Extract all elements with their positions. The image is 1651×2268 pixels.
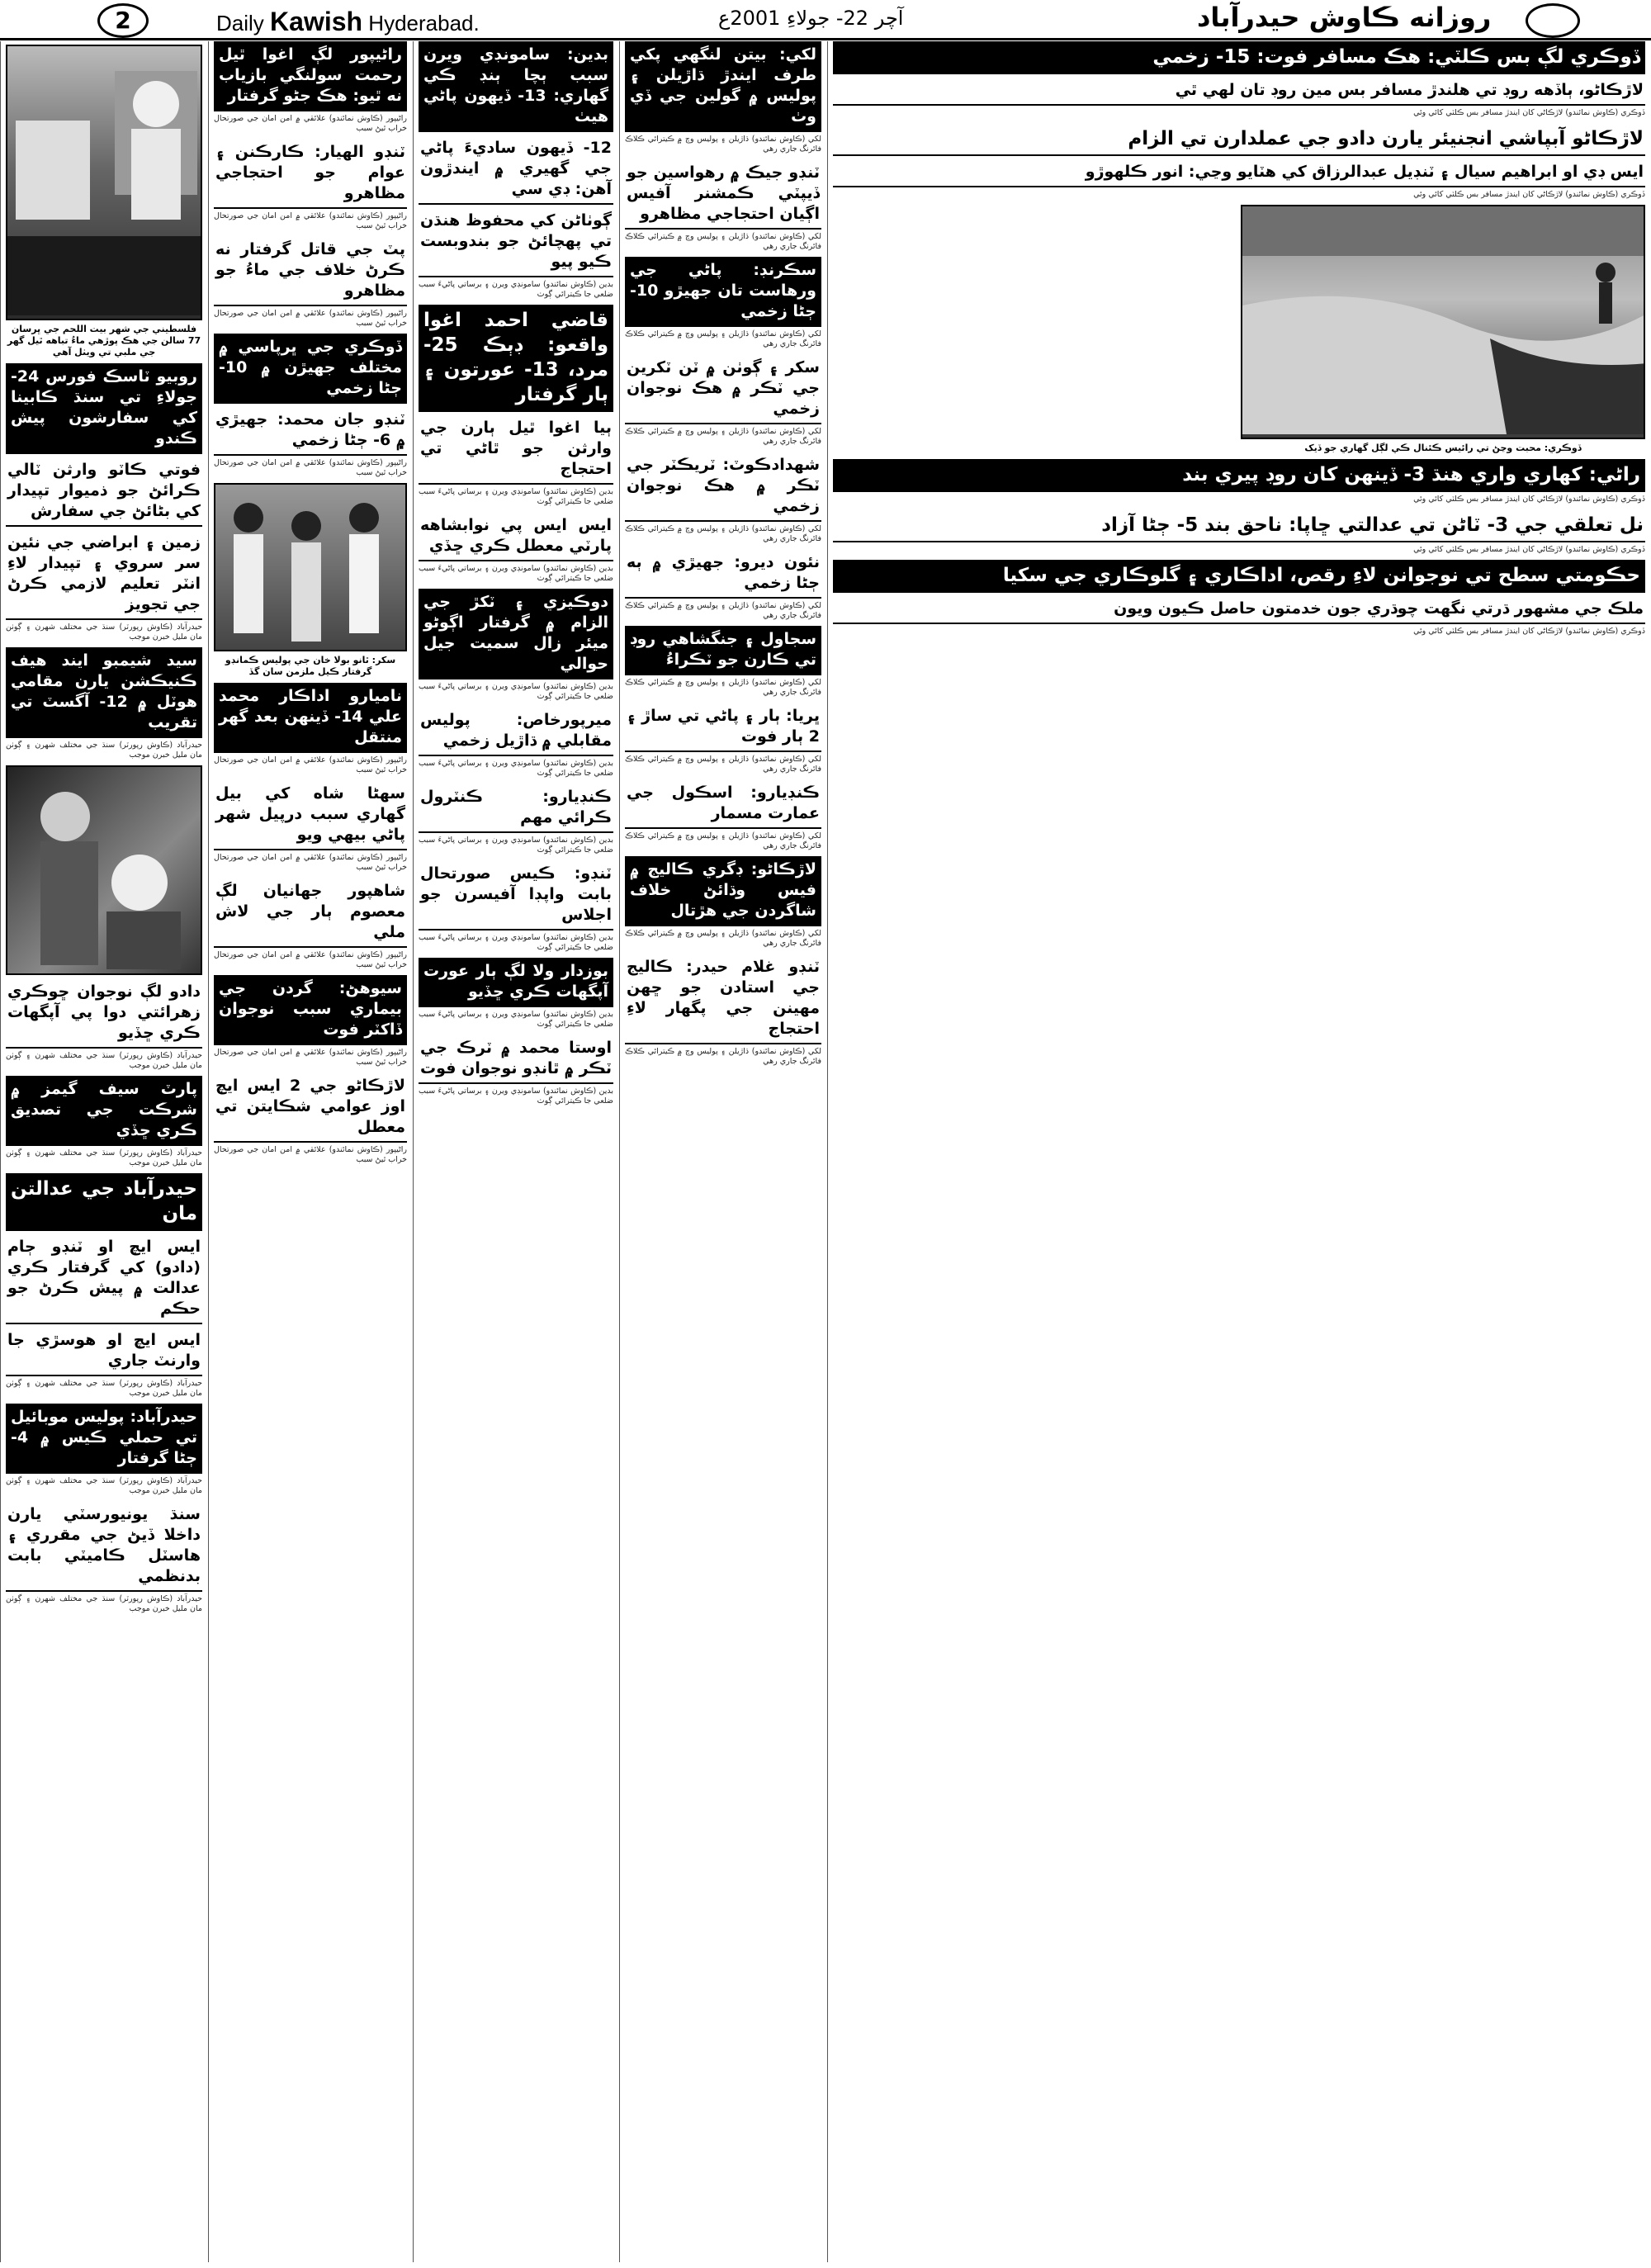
story-body: لکي (ڪاوش نمائندو) ڌاڙيلن ۽ پوليس وچ ۾ ڪيترائي ڪلاڪ فائرنگ جاري رهي xyxy=(625,755,821,774)
story-body: بدين (ڪاوش نمائندو) سامونڊي ويرن ۽ برساتي پاڻيءَ سبب ضلعي جا ڪيترائي ڳوٺ xyxy=(419,487,613,506)
story-kandiaro xyxy=(419,784,613,855)
story-former-mayor xyxy=(419,589,613,702)
headline: پارٽ سيف گيمز ۾ شرڪت جي تصديق ڪري ڇڏي xyxy=(6,1076,202,1146)
story-body: ڏوڪري (ڪاوش نمائندو) لاڙڪاڻي کان ايندڙ مسافر بس ڪلٽي کائي وئي xyxy=(1413,495,1645,504)
story-actor xyxy=(214,683,407,775)
story-body: لکي (ڪاوش نمائندو) ڌاڙيلن ۽ پوليس وچ ۾ ڪيترائي ڪلاڪ فائرنگ جاري رهي xyxy=(625,831,821,850)
photo-figure-icon xyxy=(7,767,202,970)
headline: قاضي احمد اغوا واقعو: ڊٻڪ 25- مرد، 13- عورتون ۽ ٻار گرفتار xyxy=(419,305,613,412)
story-body: بدين (ڪاوش نمائندو) سامونڊي ويرن ۽ برساتي پاڻيءَ سبب ضلعي جا ڪيترائي ڳوٺ xyxy=(419,836,613,855)
story-sho-suspended xyxy=(214,1072,407,1165)
story-body: بدين (ڪاوش نمائندو) سامونڊي ويرن ۽ برساتي پاڻيءَ سبب ضلعي جا ڪيترائي ڳوٺ xyxy=(419,1087,613,1106)
story-qazi-ahmed xyxy=(419,305,613,507)
story-body: حيدرآباد (ڪاوش رپورٽر) سنڌ جي مختلف شهرن ۽ ڳوٺن مان مليل خبرن موجب xyxy=(6,1148,202,1167)
story-body: راڻيپور (ڪاوش نمائندو) علائقي ۾ امن امان جي صورتحال خراب ٿيڻ سبب xyxy=(214,458,407,477)
headline: ملڪ جي مشهور ڌرتي نگهت چوڌري جون خدمتون حاصل ڪيون ويون xyxy=(833,595,1645,624)
photo-arrested-men xyxy=(214,483,407,651)
masthead xyxy=(0,0,1651,40)
photo-water-icon xyxy=(1242,206,1645,434)
story-sujawal xyxy=(625,626,821,698)
headline: راڻي: کهاري واري هنڌ 3- ڏينهن کان روڊ پيري بند xyxy=(833,459,1645,492)
headline: زمين ۽ ابراضي جي نئين سر سروي ۽ تپيدار لاءِ انٽر تعليم لازمي ڪرڻ جي تجويز xyxy=(6,529,202,620)
story-body: حيدرآباد (ڪاوش رپورٽر) سنڌ جي مختلف شهرن ۽ ڳوٺن مان مليل خبرن موجب xyxy=(6,1051,202,1070)
photo-figure-icon xyxy=(215,485,405,646)
story-kidnap xyxy=(214,41,407,134)
story-body: ڏوڪري (ڪاوش نمائندو) لاڙڪاڻي کان ايندڙ مسافر بس ڪلٽي کائي وئي xyxy=(1413,545,1645,554)
story-body: راڻيپور (ڪاوش نمائندو) علائقي ۾ امن امان جي صورتحال خراب ٿيڻ سبب xyxy=(214,853,407,872)
headline: سڪرنڊ: پاڻي جي ورهاست تان جهيڙو 10- ڄڻا زخمي xyxy=(625,257,821,327)
story-court-raids xyxy=(833,509,1645,555)
story-body: بدين (ڪاوش نمائندو) سامونڊي ويرن ۽ برساتي پاڻيءَ سبب ضلعي جا ڪيترائي ڳوٺ xyxy=(419,1010,613,1029)
story-sukkur xyxy=(625,354,821,447)
story-tando-jake xyxy=(625,159,821,252)
headline: فوتي ڪاٽو وارثن ٽالي ڪرائڻ جو ذميوار تپيدار کي بڻائڻ جي سفارش xyxy=(6,457,202,527)
headline: ٽنڊو الهيار: ڪارڪنن ۽ عوام جو احتجاجي مظاهرو xyxy=(214,139,407,209)
headline: ٽنڊو جيڪ ۾ رهواسين جو ڏيپٽي ڪمشنر آفيس اڳيان احتجاجي مظاهرو xyxy=(625,159,821,230)
headline: پٽ جي قاتل گرفتار نه ڪرڻ خلاف جي ماءُ جو مظاهرو xyxy=(214,236,407,306)
photo-elderly-woman xyxy=(6,45,202,320)
story-rani xyxy=(833,459,1645,504)
story-bozdar xyxy=(419,958,613,1030)
paper-name-urdu: روزانه ڪاوش حيدرآباد xyxy=(1197,2,1492,33)
story-body: لکي (ڪاوش نمائندو) ڌاڙيلن ۽ پوليس وچ ۾ ڪيترائي ڪلاڪ فائرنگ جاري رهي xyxy=(625,601,821,620)
issue-date: آچر 22- جولاءِ 2001ع xyxy=(718,7,904,30)
headline: ڪنڊيارو: اسڪول جي عمارت مسمار xyxy=(625,779,821,829)
story-police-mobile xyxy=(6,1404,202,1496)
story-body: راڻيپور (ڪاوش نمائندو) علائقي ۾ امن امان جي صورتحال خراب ٿيڻ سبب xyxy=(214,1048,407,1067)
story-body: راڻيپور (ڪاوش نمائندو) علائقي ۾ امن امان جي صورتحال خراب ٿيڻ سبب xyxy=(214,309,407,328)
column-1 xyxy=(0,41,207,2262)
headline: ڏوڪري جي ڀرپاسي ۾ مختلف جهيڙن ۾ 10- ڄڻا زخمي xyxy=(214,334,407,404)
headline: ڀريا: ٻار ۽ پاڻي تي ساڙ ۽ 2 ٻار فوت xyxy=(625,703,821,752)
story-body: بدين (ڪاوش نمائندو) سامونڊي ويرن ۽ برساتي پاڻيءَ سبب ضلعي جا ڪيترائي ڳوٺ xyxy=(419,564,613,583)
story-body: لکي (ڪاوش نمائندو) ڌاڙيلن ۽ پوليس وچ ۾ ڪيترائي ڪلاڪ فائرنگ جاري رهي xyxy=(625,135,821,154)
headline: ڏوڪري لڳ بس ڪلٽي: هڪ مسافر فوت: 15- زخمي xyxy=(833,41,1645,74)
story-clashes xyxy=(214,334,407,478)
page-number: 2 xyxy=(97,3,149,38)
story-arts-training xyxy=(833,560,1645,637)
story-body: حيدرآباد (ڪاوش رپورٽر) سنڌ جي مختلف شهرن ۽ ڳوٺن مان مليل خبرن موجب xyxy=(6,1594,202,1613)
story-body: راڻيپور (ڪاوش نمائندو) علائقي ۾ امن امان جي صورتحال خراب ٿيڻ سبب xyxy=(214,1145,407,1164)
story-badin-sea xyxy=(419,41,613,300)
headline: ناميارو اداڪار محمد علي 14- ڏينهن بعد گهر منتقل xyxy=(214,683,407,753)
headline: سهڻا شاه کي بيل گهاري سبب درپيل شهر پاڻي بيهي ويو xyxy=(214,780,407,850)
headline: ٻيا اغوا ٿيل ٻارن جي وارثن جو ٿاڻي تي احتجاج xyxy=(419,414,613,485)
headline: سنڌ يونيورسٽي يارن داخلا ڏيڻ جي مقرري ۽ هاسٽل ڪاميٽي بابت بدنظمي xyxy=(6,1501,202,1592)
headline: شهدادڪوٽ: ٽريڪٽر جي ٽڪر ۾ هڪ نوجوان زخمي xyxy=(625,452,821,522)
story-hotel xyxy=(6,647,202,760)
story-suicide xyxy=(6,978,202,1071)
headline: سيوهڻ: گردن جي بيماري سبب نوجوان ڏاکٽر فوت xyxy=(214,975,407,1045)
headline: ايس ايچ او ٽنڊو ڄام (دادو) کي گرفتار ڪري عدالت ۾ پيش ڪرڻ جو حڪم xyxy=(6,1233,202,1324)
headline: ايس ڊي او ابراهيم سيال ۽ ٽنڊيل عبدالرزاق کي هٽايو وڃي: انور ڪلهوڙو xyxy=(833,159,1645,187)
story-lakki xyxy=(625,41,821,154)
story-body: حيدرآباد (ڪاوش رپورٽر) سنڌ جي مختلف شهرن ۽ ڳوٺن مان مليل خبرن موجب xyxy=(6,1379,202,1398)
headline: ايس ايس پي نوابشاهه پارٽي معطل ڪري ڇڏي xyxy=(419,512,613,561)
story-doctor xyxy=(214,975,407,1068)
story-encounter xyxy=(419,707,613,779)
story-body: لکي (ڪاوش نمائندو) ڌاڙيلن ۽ پوليس وچ ۾ ڪيترائي ڪلاڪ فائرنگ جاري رهي xyxy=(625,678,821,697)
headline: لکي: بيتن لنگهي پکي طرف ايندڙ ڌاڙيلن ۽ پوليس ۾ گولين جي ڏي وٺ xyxy=(625,41,821,132)
photo-figure-icon xyxy=(7,46,202,315)
headline: شاهپور جهانيان لڳ معصوم ٻار جي لاش ملي xyxy=(214,878,407,948)
headline: حڪومتي سطح تي نوجوانن لاءِ رقص، اداڪاري ۽ گلوڪاري جي سکيا xyxy=(833,560,1645,593)
headline: اوستا محمد ۾ ٽرڪ جي ٽڪر ۾ ٿانڊو نوجوان فوت xyxy=(419,1035,613,1084)
story-body: راڻيپور (ڪاوش نمائندو) علائقي ۾ امن امان جي صورتحال خراب ٿيڻ سبب xyxy=(214,211,407,230)
story-body: بدين (ڪاوش نمائندو) سامونڊي ويرن ۽ برساتي پاڻيءَ سبب ضلعي جا ڪيترائي ڳوٺ xyxy=(419,682,613,701)
story-college xyxy=(625,856,821,949)
headline: نل تعلقي جي 3- ٽاڻن تي عدالتي ڇاپا: ناحق بند 5- ڄڻا آزاد xyxy=(833,509,1645,542)
story-body: حيدرآباد (ڪاوش رپورٽر) سنڌ جي مختلف شهرن ۽ ڳوٺن مان مليل خبرن موجب xyxy=(6,1476,202,1495)
story-body: لکي (ڪاوش نمائندو) ڌاڙيلن ۽ پوليس وچ ۾ ڪيترائي ڪلاڪ فائرنگ جاري رهي xyxy=(625,1047,821,1066)
story-child xyxy=(214,878,407,970)
story-body: حيدرآباد (ڪاوش رپورٽر) سنڌ جي مختلف شهرن ۽ ڳوٺن مان مليل خبرن موجب xyxy=(6,623,202,642)
story-university xyxy=(6,1501,202,1614)
story-body: لکي (ڪاوش نمائندو) ڌاڙيلن ۽ پوليس وچ ۾ ڪيترائي ڪلاڪ فائرنگ جاري رهي xyxy=(625,427,821,446)
story-mother xyxy=(214,236,407,329)
story-protest xyxy=(214,139,407,231)
story-irrigation xyxy=(833,123,1645,200)
headline: 12- ڏيهون ساديءَ پاڻي جي گهيري ۾ ايندڙون آهن: ڊي سي xyxy=(419,135,613,205)
headline: حيدرآباد جي عدالتن مان xyxy=(6,1173,202,1231)
headline: سکر ۽ ڳوٺن ۾ ٽن ٽکرين جي ٽڪر ۾ هڪ نوجوان زخمي xyxy=(625,354,821,424)
story-body: بدين (ڪاوش نمائندو) سامونڊي ويرن ۽ برساتي پاڻيءَ سبب ضلعي جا ڪيترائي ڳوٺ xyxy=(419,280,613,299)
headline: نئون ديرو: جهيڙي ۾ ٻه ڄڻا زخمي xyxy=(625,549,821,599)
story-body: راڻيپور (ڪاوش نمائندو) علائقي ۾ امن امان جي صورتحال خراب ٿيڻ سبب xyxy=(214,950,407,969)
headline: لاڙڪاڻو: ڊگري ڪاليج ۾ فيس وڌائڻ خلاف شاگردن جي هڙتال xyxy=(625,856,821,926)
headline: راڻيپور لڳ اغوا ٿيل رحمت سولنگي بازياب نه ٿيو: هڪ جڻو گرفتار xyxy=(214,41,407,111)
headline: ايس ايچ او هوسڙي جا وارنٽ جاري xyxy=(6,1327,202,1376)
story-courts xyxy=(6,1173,202,1399)
paper-name: Kawish xyxy=(270,7,363,36)
headline: ميرپورخاص: پوليس مقابلي ۾ ڌاڙيل زخمي xyxy=(419,707,613,756)
headline: بوزدار ولا لڳ ٻار عورت آپگهات ڪري ڇڏيو xyxy=(419,958,613,1007)
story-wapda xyxy=(419,860,613,953)
story-ssp xyxy=(419,512,613,584)
column-5 xyxy=(827,41,1650,2262)
story-usta-muhammad xyxy=(419,1035,613,1106)
headline: سيد شيمبو ايند هيف ڪنيڪشن يارن مقامي هوٽل ۾ 12- آگسٽ تي تقريب xyxy=(6,647,202,738)
headline: سجاول ۽ جنگشاهي روڊ تي ڪارن جو ٽڪراءُ xyxy=(625,626,821,675)
headline: ٽنڊو جان محمد: جهيڙي ۾ 6- ڄڻا زخمي xyxy=(214,406,407,456)
story-sakrand xyxy=(625,257,821,349)
headline: ڪنڊيارو: ڪنٽرول ڪرائي مهم xyxy=(419,784,613,833)
story-body: ڏوڪري (ڪاوش نمائندو) لاڙڪاڻي کان ايندڙ مسافر بس ڪلٽي کائي وئي xyxy=(1413,627,1645,636)
story-body: حيدرآباد (ڪاوش رپورٽر) سنڌ جي مختلف شهرن ۽ ڳوٺن مان مليل خبرن موجب xyxy=(6,741,202,760)
story-bhiria xyxy=(625,703,821,774)
story-body: ڏوڪري (ڪاوش نمائندو) لاڙڪاڻي کان ايندڙ مسافر بس ڪلٽي کائي وئي xyxy=(1413,190,1645,199)
paper-name-en xyxy=(216,7,480,37)
story-task-force xyxy=(6,363,202,642)
paper-city: Hyderabad. xyxy=(368,11,480,36)
headline: لاڙڪاڻو آبپاشي انجنيئر يارن دادو جي عملدارن تي الزام xyxy=(833,123,1645,156)
story-body: لکي (ڪاوش نمائندو) ڌاڙيلن ۽ پوليس وچ ۾ ڪيترائي ڪلاڪ فائرنگ جاري رهي xyxy=(625,524,821,543)
story-school xyxy=(625,779,821,851)
paper-prefix: Daily xyxy=(216,11,264,36)
headline: دادو لڳ نوجوان ڇوڪري زهرائتي دوا پي آپگهات ڪري ڇڏيو xyxy=(6,978,202,1049)
headline: روبيو ٽاسڪ فورس 24- جولاءِ تي سنڌ ڪابينا کي سفارشون پيش ڪندو xyxy=(6,363,202,454)
headline: لاڙڪاڻو، ٻاڏهه روڊ تي هلندڙ مسافر بس مين روڊ تان لهي ٿي xyxy=(833,77,1645,106)
story-teachers xyxy=(625,954,821,1067)
photo-fashion xyxy=(6,765,202,975)
photo-caption: فلسطيني جي شهر بيت اللحم جي ڀرسان 77 سالن جي هڪ پوڙهي ماءُ تباهه ٿيل گهر جي ملبي تي ويٺل آهي xyxy=(7,324,201,357)
headline: دوڪيزي ۽ ٽکڙ جي الزام ۾ گرفتار اڳوڻو ميئر زال سميت جيل حوالي xyxy=(419,589,613,679)
story-bus-accident xyxy=(833,41,1645,118)
story-body: لکي (ڪاوش نمائندو) ڌاڙيلن ۽ پوليس وچ ۾ ڪيترائي ڪلاڪ فائرنگ جاري رهي xyxy=(625,232,821,251)
photo-caption: سکر: ٿانو بولا خان جي پوليس ڪمانڊو گرفتار ڪيل ملزمن سان گڏ xyxy=(225,655,396,677)
headline: لاڙڪاڻو جي 2 ايس ايچ اوز عوامي شڪايتن تي معطل xyxy=(214,1072,407,1143)
story-body: ڏوڪري (ڪاوش نمائندو) لاڙڪاڻي کان ايندڙ مسافر بس ڪلٽي کائي وئي xyxy=(1413,108,1645,117)
headline: حيدرآباد: پوليس موبائيل تي حملي ڪيس ۾ 4- ڄڻا گرفتار xyxy=(6,1404,202,1474)
story-body: راڻيپور (ڪاوش نمائندو) علائقي ۾ امن امان جي صورتحال خراب ٿيڻ سبب xyxy=(214,114,407,133)
story-body: لکي (ڪاوش نمائندو) ڌاڙيلن ۽ پوليس وچ ۾ ڪيترائي ڪلاڪ فائرنگ جاري رهي xyxy=(625,929,821,948)
headline: بدين: سامونڊي ويرن سبب ٻچا ٻنڊ ڪي گهاري: 13- ڏيهون پاڻي هيٺ xyxy=(419,41,613,132)
story-shahdadkot xyxy=(625,452,821,544)
story-body: بدين (ڪاوش نمائندو) سامونڊي ويرن ۽ برساتي پاڻيءَ سبب ضلعي جا ڪيترائي ڳوٺ xyxy=(419,933,613,952)
photo-canal-breach xyxy=(1241,205,1645,439)
masthead-ornament xyxy=(1526,3,1580,38)
headline: ڳوٺاڻن کي محفوظ هنڌن تي پهچائڻ جو بندوبست ڪيو پيو xyxy=(419,207,613,277)
story-body: لکي (ڪاوش نمائندو) ڌاڙيلن ۽ پوليس وچ ۾ ڪيترائي ڪلاڪ فائرنگ جاري رهي xyxy=(625,329,821,348)
column-2 xyxy=(208,41,412,2262)
story-body: راڻيپور (ڪاوش نمائندو) علائقي ۾ امن امان جي صورتحال خراب ٿيڻ سبب xyxy=(214,755,407,774)
story-naudero xyxy=(625,549,821,621)
column-3 xyxy=(413,41,618,2262)
headline: ٽنڊو غلام حيدر: ڪاليج جي استادن جو ڇهن مهينن جي پگهار لاءِ احتجاج xyxy=(625,954,821,1044)
story-body: بدين (ڪاوش نمائندو) سامونڊي ويرن ۽ برساتي پاڻيءَ سبب ضلعي جا ڪيترائي ڳوٺ xyxy=(419,759,613,778)
headline: ٽنڊو: ڪيس صورتحال بابت واپڊا آفيسرن جو اجلاس xyxy=(419,860,613,930)
story-flood xyxy=(214,780,407,873)
story-games xyxy=(6,1076,202,1168)
photo-caption: ڏوڪري: محبت وڃڻ تي رائيس ڪئنال ڪي لڳل گهاري جو ڏيک xyxy=(1304,443,1582,453)
column-4 xyxy=(619,41,826,2262)
